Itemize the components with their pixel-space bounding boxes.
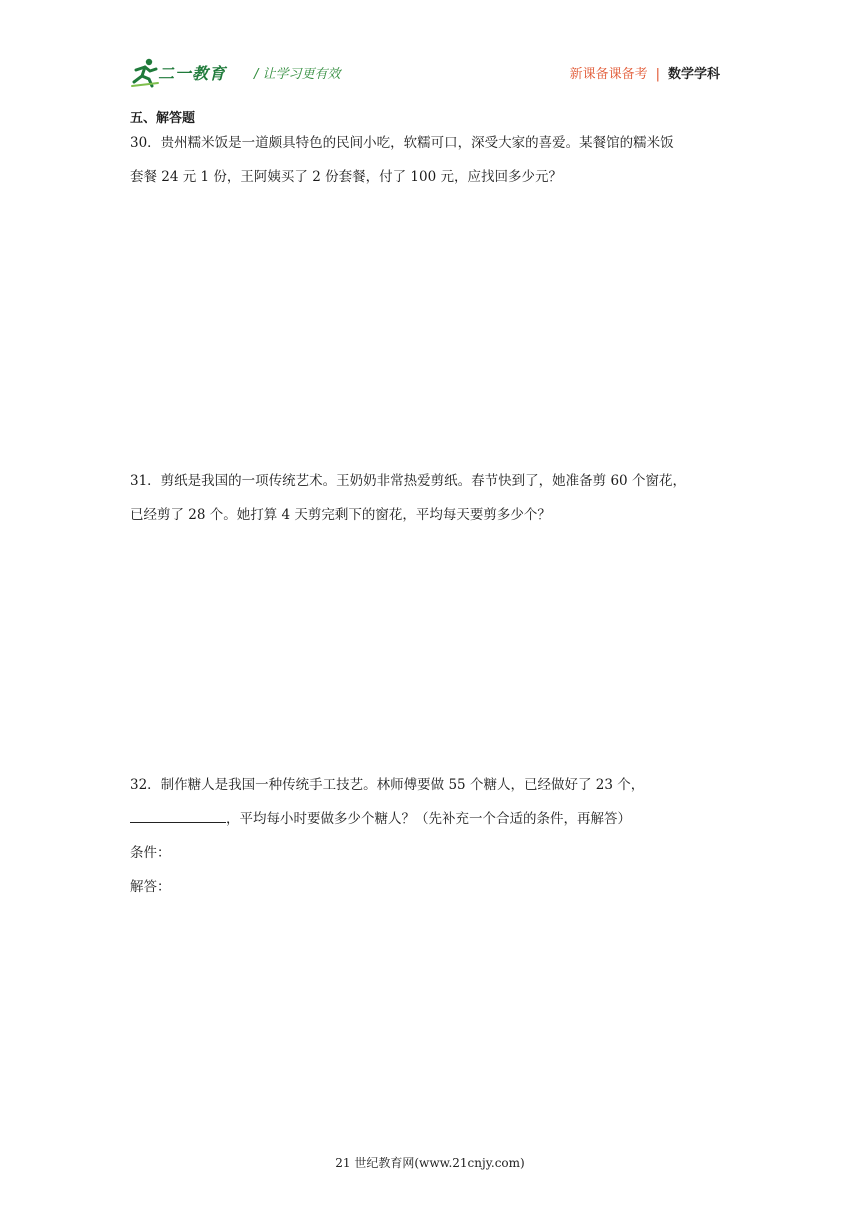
slogan: / 让学习更有效 bbox=[254, 67, 341, 82]
page-footer: 21 世纪教育网(www.21cnjy.com) bbox=[335, 1156, 525, 1170]
answer-label: 解答： bbox=[130, 879, 171, 895]
logo bbox=[130, 56, 238, 88]
question-32-line-1: 32．制作糖人是我国一种传统手工技艺。林师傅要做 55 个糖人，已经做好了 23 个， bbox=[130, 777, 645, 793]
logo-text: 二一教育 bbox=[158, 64, 227, 83]
runner-logo-icon bbox=[130, 56, 160, 88]
question-30-line-2: 套餐 24 元 1 份，王阿姨买了 2 份套餐，付了 100 元，应找回多少元？ bbox=[130, 169, 562, 185]
question-30-line-1: 30．贵州糯米饭是一道颇具特色的民间小吃，软糯可口，深受大家的喜爱。某餐馆的糯米饭 bbox=[130, 135, 674, 151]
condition-label: 条件： bbox=[130, 845, 171, 861]
answer-blank[interactable] bbox=[130, 808, 226, 823]
page-header bbox=[130, 56, 730, 92]
header-separator: | bbox=[655, 67, 660, 82]
question-31-line-1: 31．剪纸是我国的一项传统艺术。王奶奶非常热爱剪纸。春节快到了，她准备剪 60 个窗花， bbox=[130, 473, 686, 489]
question-31 bbox=[130, 464, 730, 532]
question-32-line-2 bbox=[130, 802, 730, 836]
section-title: 五、解答题 bbox=[130, 111, 196, 126]
question-32 bbox=[130, 768, 730, 904]
header-tags bbox=[570, 63, 720, 82]
question-30 bbox=[130, 126, 730, 194]
header-tag-right: 数学学科 bbox=[667, 67, 720, 82]
question-32-line-2-text: ，平均每小时要做多少个糖人？（先补充一个合适的条件，再解答） bbox=[226, 811, 631, 827]
question-31-line-2: 已经剪了 28 个。她打算 4 天剪完剩下的窗花，平均每天要剪多少个？ bbox=[130, 507, 551, 523]
header-tag-left: 新课备课备考 bbox=[569, 67, 648, 82]
